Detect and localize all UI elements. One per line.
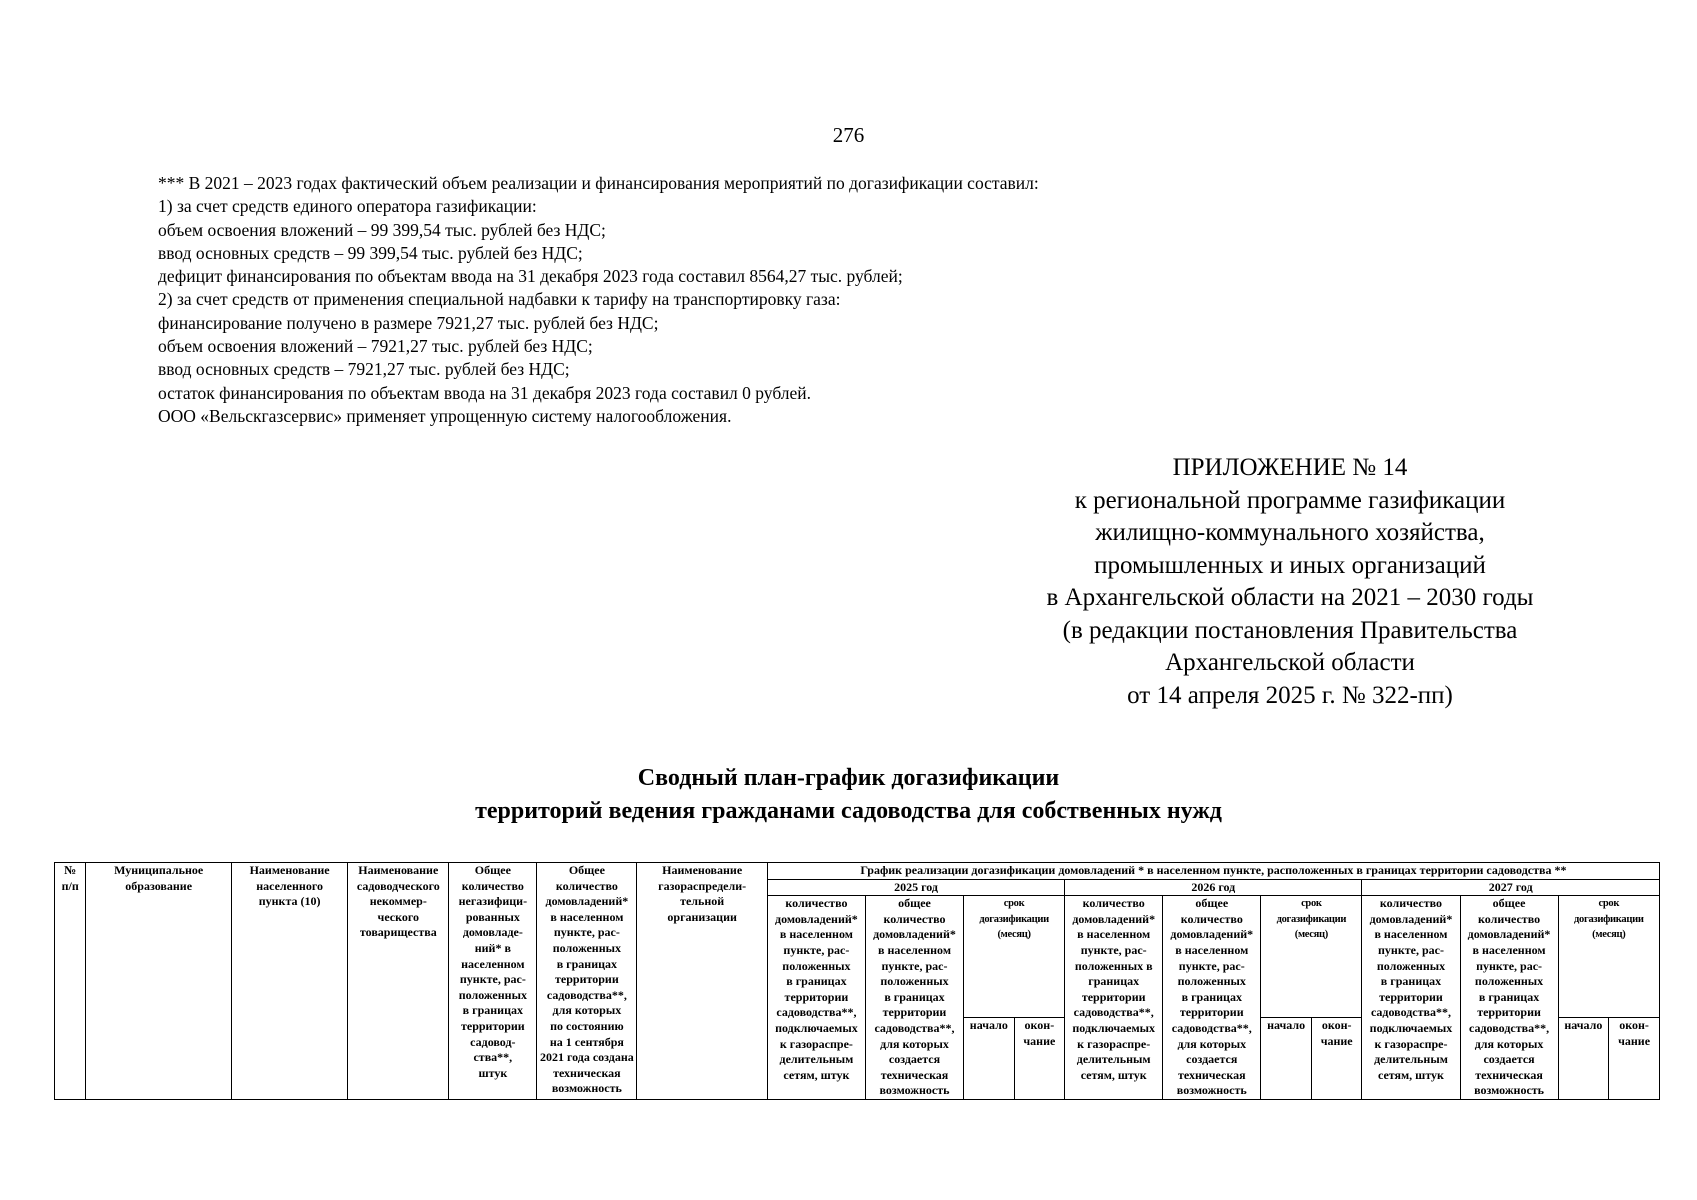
document-title [0,762,1697,828]
note-line: 2) за счет средств от применения специальной надбавки к тарифу на транспортировку газа: [158,289,841,310]
appendix-header [1010,452,1570,712]
note-line: дефицит финансирования по объектам ввода на 31 декабря 2023 года составил 8564,27 тыс. рублей; [158,266,903,287]
gasification-plan-table [54,862,1660,1100]
note-line: ввод основных средств – 99 399,54 тыс. рублей без НДС; [158,242,583,263]
header-total-capability: Общее количество домовладений* в населенном пункте, рас- положенных в границах территории садоводства**, для которых по состоянию на 1 сентября 2021 года создана техническая возможность [537,863,637,1100]
note-line: 1) за счет средств единого оператора газификации: [158,196,537,217]
appendix-line: от 14 апреля 2025 г. № 322-пп) [1127,681,1453,709]
note-line: финансирование получено в размере 7921,27 тыс. рублей без НДС; [158,312,659,333]
appendix-line: промышленных и иных организаций [1094,551,1486,579]
header-number: № п/п [55,863,86,1100]
note-line: ООО «Вельскгазсервис» применяет упрощенную систему налогообложения. [158,405,732,426]
header-2027-total: общее количество домовладений* в населенном пункте, рас- положенных в границах территории садоводства**, для которых создается техническая возможность [1460,896,1558,1100]
header-gas-organization: Наименование газораспредели- тельной организации [637,863,767,1100]
header-schedule: График реализации догазификации домовладений * в населенном пункте, расположенных в границах территории садоводства ** [767,863,1659,880]
appendix-line: в Архангельской области на 2021 – 2030 годы [1046,584,1534,611]
header-municipality: Муниципальное образование [86,863,232,1100]
header-2027-term: срок догазификации (месяц) [1558,896,1659,1018]
header-2025-total: общее количество домовладений* в населенном пункте, рас- положенных в границах территории садоводства**, для которых создается техническая возможность [865,896,963,1100]
header-year-2026: 2026 год [1065,879,1362,896]
header-year-2027: 2027 год [1362,879,1660,896]
header-total-ungasified: Общее количество негазифици- рованных домовладе- ний* в населенном пункте, рас- положенных в границах территории садовод- ства**, штук [449,863,537,1100]
header-2026-end: окон- чание [1311,1017,1362,1099]
appendix-line: Архангельской области [1165,649,1415,676]
header-partnership: Наименование садоводческого некоммер- ческого товарищества [348,863,449,1100]
header-2026-term: срок догазификации (месяц) [1261,896,1362,1018]
header-2025-term: срок догазификации (месяц) [964,896,1065,1018]
header-2026-total: общее количество домовладений* в населенном пункте, рас- положенных в границах территории садоводства**, для которых создается техническая возможность [1163,896,1261,1100]
note-line: объем освоения вложений – 99 399,54 тыс. рублей без НДС; [158,219,606,240]
appendix-line: (в редакции постановления Правительства [1062,616,1518,644]
header-2025-connected: количество домовладений* в населенном пункте, рас- положенных в границах территории садоводства**, подключаемых к газораспре- делительным сетям, штук [767,896,865,1100]
header-2025-start: начало [964,1017,1015,1099]
header-2027-end: окон- чание [1609,1017,1660,1099]
appendix-line: жилищно-коммунального хозяйства, [1095,519,1485,546]
header-2027-start: начало [1558,1017,1609,1099]
header-2026-connected: количество домовладений* в населенном пункте, рас- положенных в границах территории садоводства**, подключаемых к газораспре- делительным сетям, штук [1065,896,1163,1100]
note-line: *** В 2021 – 2023 годах фактический объем реализации и финансирования мероприятий по догазификации составил: [158,173,1039,193]
header-2026-start: начало [1261,1017,1312,1099]
title-line-1: Сводный план-график догазификации [637,765,1060,791]
header-2027-connected: количество домовладений* в населенном пункте, рас- положенных в границах территории садоводства**, подключаемых к газораспре- делительным сетям, штук [1362,896,1460,1100]
page-number: 276 [832,123,865,147]
header-year-2025: 2025 год [767,879,1064,896]
appendix-line: к региональной программе газификации [1074,486,1506,514]
header-2025-end: окон- чание [1014,1017,1065,1099]
title-line-2: территорий ведения гражданами садоводства для собственных нужд [475,798,1222,824]
financing-notes [158,172,1558,428]
note-line: ввод основных средств – 7921,27 тыс. рублей без НДС; [158,359,570,380]
note-line: объем освоения вложений – 7921,27 тыс. рублей без НДС; [158,336,593,357]
note-line: остаток финансирования по объектам ввода на 31 декабря 2023 года составил 0 рублей. [158,382,812,403]
appendix-line: ПРИЛОЖЕНИЕ № 14 [1172,454,1408,481]
header-settlement: Наименование населенного пункта (10) [231,863,347,1100]
